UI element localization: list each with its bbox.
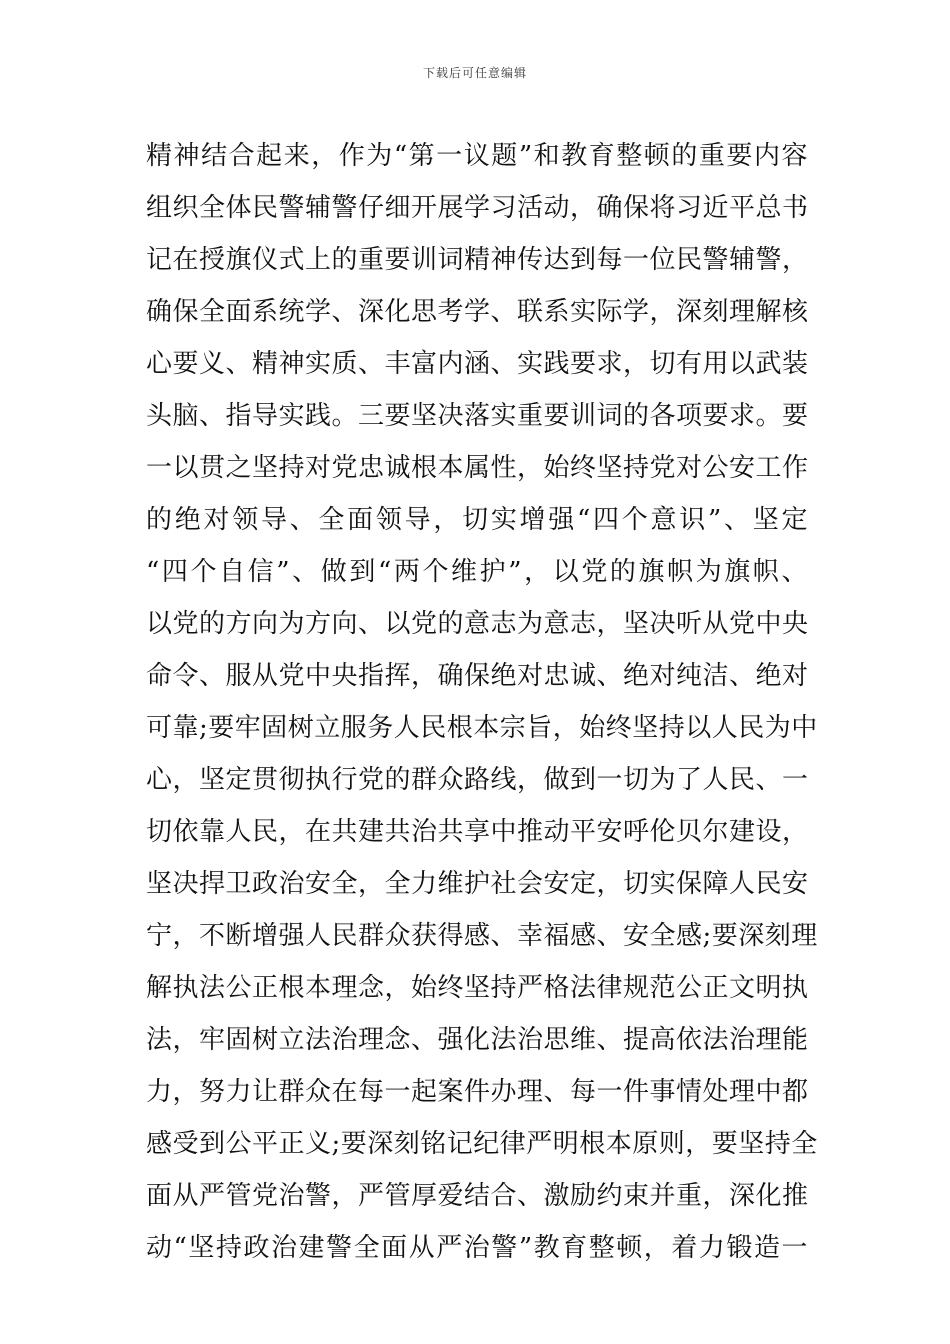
body-line: 动“坚持政治建警全面从严治警”教育整顿，着力锻造一 (146, 1233, 808, 1263)
body-line: 一以贯之坚持对党忠诚根本属性，始终坚持党对公安工作 (146, 453, 809, 483)
page-header-note: 下载后可任意编辑 (422, 66, 527, 80)
body-line: 以党的方向为方向、以党的意志为意志，坚决听从党中央 (146, 609, 809, 639)
body-line: 可靠;要牢固树立服务人民根本宗旨，始终坚持以人民为中 (146, 713, 818, 743)
body-line: 力，努力让群众在每一起案件办理、每一件事情处理中都 (146, 1077, 809, 1107)
body-line: 确保全面系统学、深化思考学、联系实际学，深刻理解核 (146, 297, 809, 327)
body-line: 切依靠人民，在共建共治共享中推动平安呼伦贝尔建设， (146, 817, 809, 847)
body-line: 法，牢固树立法治理念、强化法治思维、提高依法治理能 (146, 1025, 809, 1055)
body-line: 心要义、精神实质、丰富内涵、实践要求，切有用以武装 (146, 349, 809, 379)
body-line: 组织全体民警辅警仔细开展学习活动，确保将习近平总书 (146, 193, 809, 223)
body-line: 的绝对领导、全面领导，切实增强“四个意识”、坚定 (146, 505, 808, 535)
body-line: 心，坚定贯彻执行党的群众路线，做到一切为了人民、一 (146, 765, 809, 795)
body-line: 面从严管党治警，严管厚爱结合、激励约束并重，深化推 (146, 1181, 809, 1211)
document-body (146, 130, 818, 1274)
body-line: 命令、服从党中央指挥，确保绝对忠诚、绝对纯洁、绝对 (146, 661, 809, 691)
body-line: 坚决捍卫政治安全，全力维护社会安定，切实保障人民安 (146, 869, 809, 899)
body-line: 宁，不断增强人民群众获得感、幸福感、安全感;要深刻理 (146, 921, 818, 951)
body-line: 头脑、指导实践。三要坚决落实重要训词的各项要求。要 (146, 401, 809, 431)
body-line: 记在授旗仪式上的重要训词精神传达到每一位民警辅警， (146, 245, 809, 275)
body-line: 精神结合起来，作为“第一议题”和教育整顿的重要内容 (146, 141, 808, 171)
body-line: 解执法公正根本理念，始终坚持严格法律规范公正文明执 (146, 973, 809, 1003)
body-line: “四个自信”、做到“两个维护”，以党的旗帜为旗帜、 (146, 557, 808, 587)
body-line: 感受到公平正义;要深刻铭记纪律严明根本原则，要坚持全 (146, 1129, 818, 1159)
